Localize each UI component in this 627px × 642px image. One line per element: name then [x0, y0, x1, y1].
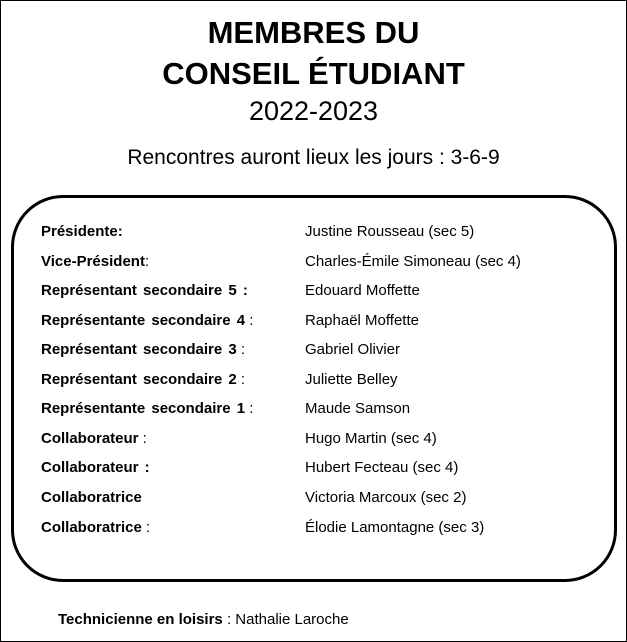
member-row: [0, 250, 627, 274]
member-name: Hubert Fecteau (sec 4): [305, 459, 459, 476]
member-row: [0, 486, 627, 510]
member-name: Juliette Belley: [305, 371, 398, 388]
member-row: [0, 309, 627, 333]
meeting-days: Rencontres auront lieux les jours : 3-6-9: [127, 146, 500, 169]
member-row: [0, 338, 627, 362]
page-title-line-1: MEMBRES DU: [207, 15, 420, 50]
member-role: Présidente:: [41, 223, 123, 240]
leisure-technician: [58, 609, 349, 631]
member-name: Edouard Moffette: [305, 282, 420, 299]
member-role: Collaboratrice :: [41, 519, 151, 536]
member-row: [0, 427, 627, 451]
member-name: Maude Samson: [305, 400, 411, 417]
leisure-technician-label: Technicienne en loisirs: [58, 611, 223, 628]
leisure-technician-name: Nathalie Laroche: [235, 611, 349, 628]
page-title-line-2: CONSEIL ÉTUDIANT: [162, 56, 465, 91]
member-role: Représentante secondaire 1 :: [41, 400, 254, 417]
member-role: Vice-Président:: [41, 253, 150, 270]
school-year: 2022-2023: [248, 96, 379, 126]
member-row: [0, 279, 627, 303]
member-role: Collaboratrice: [41, 489, 142, 506]
member-row: [0, 220, 627, 244]
member-role: Représentant secondaire 2 :: [41, 371, 246, 388]
member-role: Représentant secondaire 3 :: [41, 341, 246, 358]
member-name: Charles-Émile Simoneau (sec 4): [305, 253, 521, 270]
member-row: [0, 368, 627, 392]
member-row: [0, 456, 627, 480]
member-name: Gabriel Olivier: [305, 341, 401, 358]
member-name: Justine Rousseau (sec 5): [305, 223, 475, 240]
member-row: [0, 516, 627, 540]
member-row: [0, 397, 627, 421]
member-name: Victoria Marcoux (sec 2): [305, 489, 467, 506]
member-role: Représentant secondaire 5 :: [41, 282, 248, 299]
member-name: Raphaël Moffette: [305, 312, 419, 329]
member-name: Élodie Lamontagne (sec 3): [305, 519, 485, 536]
member-role: Représentante secondaire 4 :: [41, 312, 254, 329]
member-role: Collaborateur :: [41, 430, 147, 447]
leisure-technician-separator: :: [222, 611, 236, 628]
member-role: Collaborateur :: [41, 459, 150, 476]
member-name: Hugo Martin (sec 4): [305, 430, 437, 447]
